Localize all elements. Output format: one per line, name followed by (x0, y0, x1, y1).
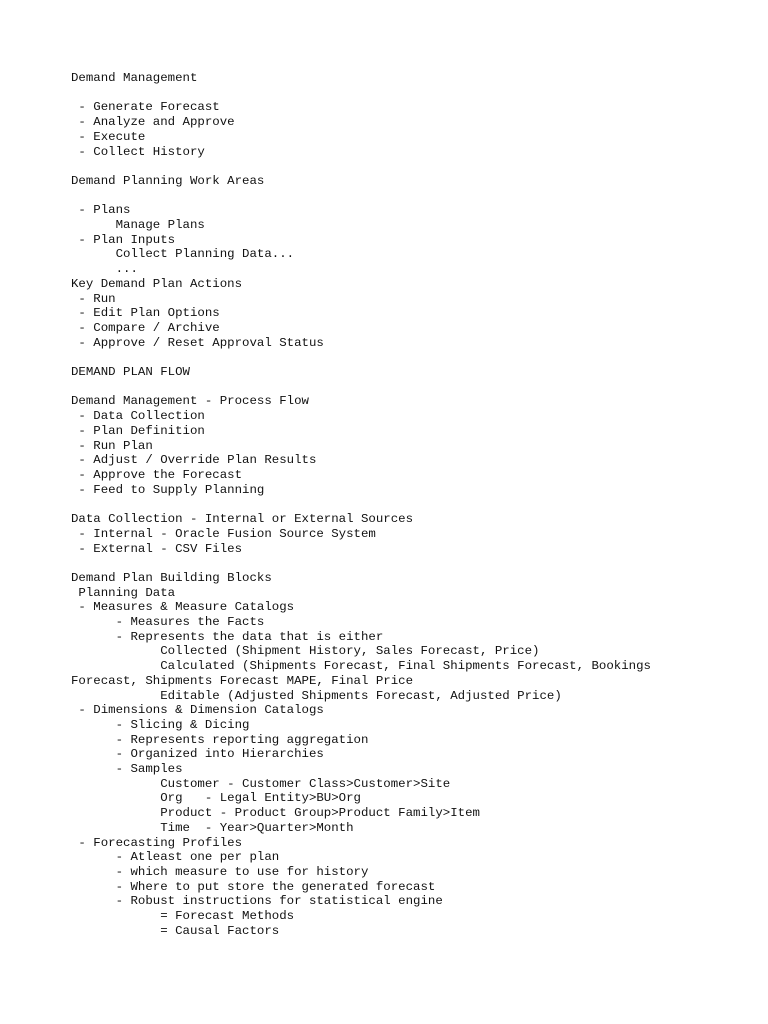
text-line: Collected (Shipment History, Sales Forecast, Price) (71, 644, 540, 659)
text-line: - Collect History (71, 144, 205, 159)
text-line: - Edit Plan Options (71, 306, 220, 321)
text-line: - Slicing & Dicing (71, 717, 250, 732)
document-text (71, 71, 761, 938)
text-line: - Plans (71, 203, 131, 218)
text-line: - Where to put store the generated forecast (71, 879, 436, 894)
text-line: - Organized into Hierarchies (71, 747, 324, 762)
text-line: - Measures the Facts (71, 615, 265, 630)
text-line: - Measures & Measure Catalogs (71, 600, 295, 615)
text-line: - Generate Forecast (71, 100, 220, 115)
text-line: Planning Data (71, 585, 176, 600)
text-line: - Represents reporting aggregation (71, 732, 369, 747)
text-line: - which measure to use for history (71, 864, 369, 879)
text-line: Customer - Customer Class>Customer>Site (71, 776, 451, 791)
text-line: - Run (71, 291, 116, 306)
text-line: - Run Plan (71, 438, 153, 453)
text-line: Collect Planning Data... (71, 247, 295, 262)
text-line: Demand Plan Building Blocks (71, 570, 272, 585)
text-line: = Forecast Methods (71, 909, 295, 924)
document-page (71, 71, 761, 938)
text-line: - Plan Definition (71, 423, 205, 438)
text-line: - Approve the Forecast (71, 467, 243, 482)
text-line: - External - CSV Files (71, 541, 243, 556)
text-line: - Approve / Reset Approval Status (71, 335, 324, 350)
text-line: - Data Collection (71, 409, 205, 424)
text-line: ... (71, 262, 138, 277)
text-line: Org - Legal Entity>BU>Org (71, 791, 361, 806)
text-line: - Plan Inputs (71, 232, 176, 247)
text-line: Demand Management (71, 71, 198, 85)
text-line: Calculated (Shipments Forecast, Final Shipments Forecast, Bookings (71, 659, 651, 674)
text-line: Manage Plans (71, 218, 205, 233)
text-line: Product - Product Group>Product Family>Item (71, 806, 480, 821)
text-line: - Internal - Oracle Fusion Source System (71, 526, 376, 541)
text-line: - Atleast one per plan (71, 850, 280, 865)
text-line: Key Demand Plan Actions (71, 276, 243, 291)
text-line: Time - Year>Quarter>Month (71, 820, 354, 835)
text-line: Data Collection - Internal or External Sources (71, 512, 414, 527)
text-line: - Robust instructions for statistical engine (71, 894, 443, 909)
text-line: - Analyze and Approve (71, 115, 235, 130)
text-line: Demand Management - Process Flow (71, 394, 309, 409)
text-line: Demand Planning Work Areas (71, 173, 265, 188)
text-line: DEMAND PLAN FLOW (71, 365, 190, 380)
text-line: - Forecasting Profiles (71, 835, 243, 850)
text-line: - Samples (71, 762, 183, 777)
text-line: - Execute (71, 129, 146, 144)
text-line: - Represents the data that is either (71, 629, 384, 644)
text-line: Forecast, Shipments Forecast MAPE, Final Price (71, 673, 414, 688)
text-line: - Feed to Supply Planning (71, 482, 265, 497)
text-line: Editable (Adjusted Shipments Forecast, Adjusted Price) (71, 688, 562, 703)
text-line: - Adjust / Override Plan Results (71, 453, 317, 468)
text-line: = Causal Factors (71, 923, 280, 938)
text-line: - Compare / Archive (71, 320, 220, 335)
text-line: - Dimensions & Dimension Catalogs (71, 703, 324, 718)
